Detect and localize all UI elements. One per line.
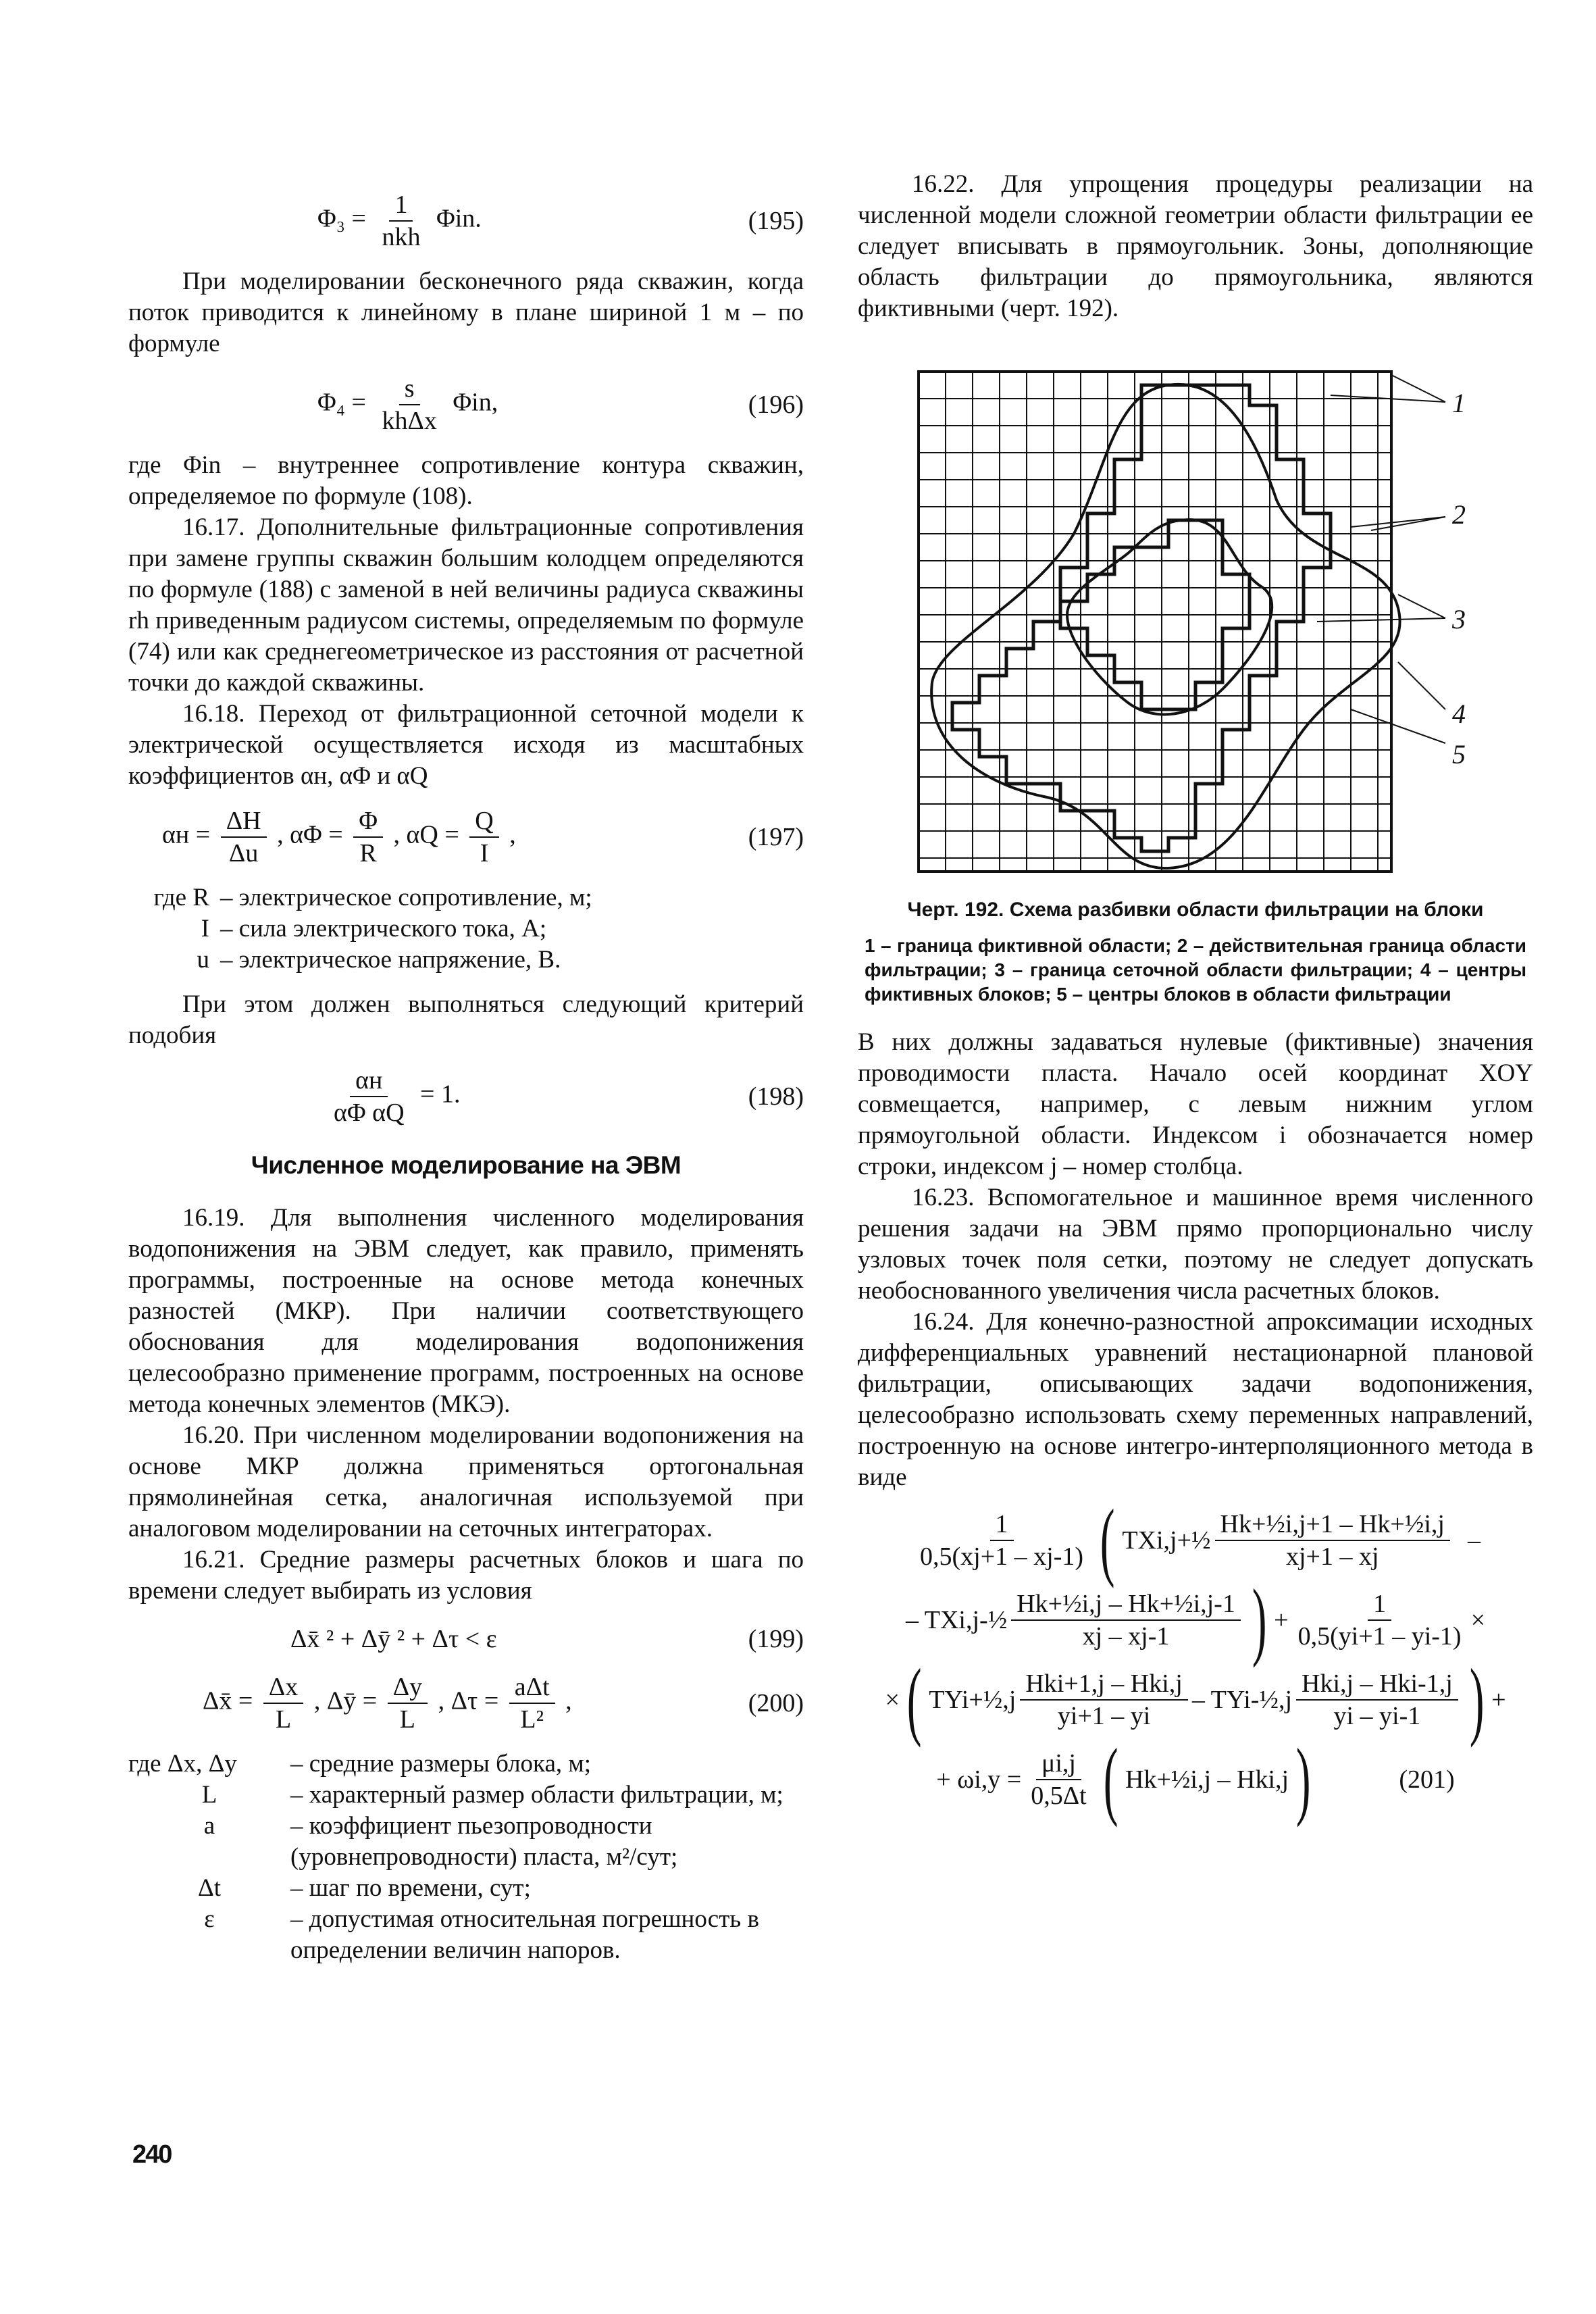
symbol-list-200: где Δx, Δy – средние размеры блока, м; L – характерный размер области фильтрации, м; a – коэффициент пьезопроводности (уровнепроводности) пласта, м²/сут; Δt – шаг по времени, сут; ε – допустимая относительная погрешность в определении величин напоров. <box>128 1750 783 1964</box>
paragraph: При этом должен выполняться следующий критерий подобия <box>128 990 804 1049</box>
mesh-boundary <box>952 385 1331 851</box>
figure-legend: 1 – граница фиктивной области; 2 – действительная граница области фильтрации; 3 – граница сеточной области фильтрации; 4 – центры фиктивных блоков; 5 – центры блоков в области фильтрации <box>865 935 1526 1005</box>
figure-label-1: 1 <box>1452 388 1466 418</box>
paragraph-16-21: 16.21. Средние размеры расчетных блоков и шага по времени следует выбирать из условия <box>128 1546 804 1605</box>
real-boundary <box>931 384 1399 868</box>
figure-label-3: 3 <box>1452 604 1466 634</box>
paragraph-16-19: 16.19. Для выполнения численного моделирования водопонижения на ЭВМ следует, как правило, применять программы, построенные на основе метода конечных разностей (МКР). При наличии соответствующего обоснования для моделирования водопонижения целесообразно применение программ, построенных на основе метода конечных элементов (МКЭ). <box>128 1204 804 1418</box>
equation-196: Φ₄ = $\frac{s}{\text{khΔx}}$ Φin, (196) <box>317 374 804 435</box>
equation-number: (199) <box>748 1625 804 1653</box>
figure-label-4: 4 <box>1452 699 1466 729</box>
left-column <box>128 169 804 1966</box>
paragraph: где Φin – внутреннее сопротивление контура скважин, определяемое по формуле (108). <box>128 451 804 510</box>
page-number: 240 <box>132 2140 172 2169</box>
paragraph-16-24: 16.24. Для конечно-разностной апроксимации исходных дифференциальных уравнений нестационарной плановой фильтрации, описывающих задачи водопонижения, целесообразно использовать схему переменных направлений, построенную на основе интегро-интерполяционного метода в виде <box>858 1308 1533 1491</box>
figure-label-5: 5 <box>1452 739 1466 770</box>
paragraph-16-18: 16.18. Переход от фильтрационной сеточной модели к электрической осуществляется исходя из масштабных коэффициентов αн, αΦ и αQ <box>128 700 804 790</box>
paragraph-16-20: 16.20. При численном моделировании водопонижения на основе МКР должна применяться ортогональная прямолинейная сетка, аналогичная используемой при аналоговом моделировании на сеточных интеграторах. <box>128 1422 804 1542</box>
equation-number: (198) <box>748 1082 804 1111</box>
equation-number: (201) <box>1399 1765 1455 1794</box>
equation-199: Δx̄ ² + Δȳ ² + Δτ < ε (199) <box>290 1625 804 1653</box>
equation-201: $\frac{1}{0,5(xj+1 - xj-1)}$ ( TXi,j+½ $\frac{\text{Hk+½i,j+1 – Hk+½i,j}}{xj+1 - xj}$ – – TXi,j-½ $\frac{\text{Hk+½i,j – Hk+½i,j-1}}{xj - xj-1}$ ) + $\frac{1}{0,5(yi+1 - yi-1)}$ × × ( TYi+½,j $\frac{\text{Hki+1,j – Hki,j}}{yi+1 - yi}$ – TYi-½,j $\frac{\text{Hki,j – Hki-1,j}}{yi - yi-1}$ ) + + ωi,y = $\frac{\mu i,j}{0,5\Delta t}$ ( Hk+½i,j – Hki,j ) (201) <box>885 1492 1506 1828</box>
paragraph-16-23: 16.23. Вспомогательное и машинное время численного решения задачи на ЭВМ прямо пропорционально числу узловых точек поля сетки, поэтому не следует допускать необоснованного увеличения числа расчетных блоков. <box>858 1184 1533 1305</box>
grid-diagram <box>912 365 1520 892</box>
figure-192 <box>912 365 1520 892</box>
right-column <box>858 169 1533 1826</box>
equation-number: (197) <box>748 823 804 851</box>
paragraph: При моделировании бесконечного ряда скважин, когда поток приводится к линейному в плане шириной 1 м – по формуле <box>128 268 804 357</box>
equation-195: Φ₃ = $\frac{1}{\text{nkh}}$ Φin. (195) <box>317 191 804 251</box>
paragraph-16-22: 16.22. Для упрощения процедуры реализации на численной модели сложной геометрии области фильтрации ее следует вписывать в прямоугольник. Зоны, дополняющие область фильтрации до прямоугольника, являются фиктивными (черт. 192). <box>858 170 1533 322</box>
paragraph: В них должны задаваться нулевые (фиктивные) значения проводимости пласта. Начало осей координат XOY совмещается, например, с левым нижним углом прямоугольной области. Индексом i обозначается номер строки, индексом j – номер столбца. <box>858 1028 1533 1180</box>
equation-200: Δx̄ = $\frac{\Delta x}{L}$ , Δȳ = $\frac{\Delta y}{L}$ , Δτ = $\frac{\text{aΔt}}{\text{L²}}$ , (200) <box>203 1673 804 1734</box>
section-heading: Численное моделирование на ЭВМ <box>251 1151 681 1179</box>
figure-caption: Черт. 192. Схема разбивки области фильтрации на блоки <box>907 899 1484 921</box>
figure-label-2: 2 <box>1452 499 1466 530</box>
equation-number: (195) <box>748 207 804 235</box>
equation-number: (196) <box>748 391 804 419</box>
equation-number: (200) <box>748 1689 804 1717</box>
symbol-list-197: где R – электрическое сопротивление, м; I – сила электрического тока, А; u – электрическое напряжение, В. <box>153 884 592 974</box>
equation-197: αн = $\frac{\Delta H}{\Delta u}$ , αΦ = $\frac{\Phi}{R}$ , αQ = $\frac{Q}{I}$ , (197) <box>162 807 804 867</box>
equation-198: $\frac{\alpha н}{\text{αΦ αQ}}$ = 1. (198) <box>334 1066 804 1127</box>
fraction: $\frac{1}{\text{nkh}}$ <box>382 191 421 251</box>
paragraph-16-17: 16.17. Дополнительные фильтрационные сопротивления при замене группы скважин большим колодцем определяются по формуле (188) с заменой в ней величины радиуса скважины rh приведенным радиусом системы, определяемым по формуле (74) или как среднегеометрическое из расстояния от расчетной точки до каждой скважины. <box>128 513 804 697</box>
